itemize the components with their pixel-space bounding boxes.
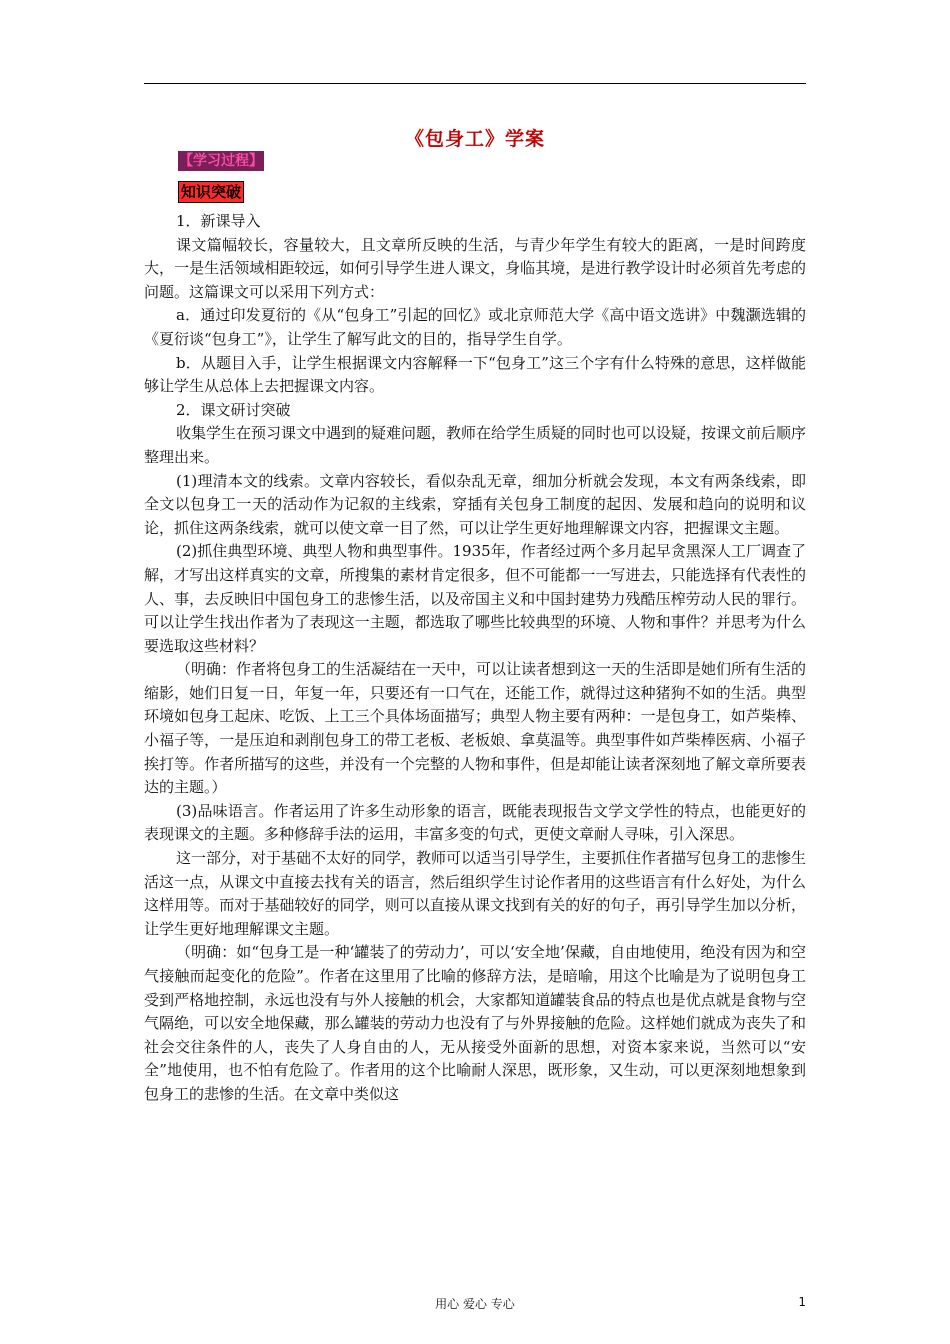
paragraph: 这一部分，对于基础不太好的同学，教师可以适当引导学生，主要抓住作者描写包身工的悲惨生活这一点，从课文中直接去找有关的语言，然后组织学生讨论作者用的这些语言有什么好处，为什么这样用等。而对于基础较好的同学，则可以直接从课文找到有关的好的句子，再引导学生加以分析，让学生更好地理解课文主题。 xyxy=(144,849,807,938)
paragraph: （明确：如“包身工是一种‘罐装了的劳动力’，可以‘安全地’保藏，自由地使用，绝没有因为和空气接触而起变化的危险”。作者在这里用了比喻的修辞方法，是暗喻，用这个比喻是为了说明包身工受到严格地控制，永远也没有与外人接触的机会，大家都知道罐装食品的特点也是优点就是食物与空气隔绝，可以安全地保藏，那么罐装的劳动力也没有了与外界接触的危险。这样她们就成为丧失了和社会交往条件的人，丧失了人身自由的人，无从接受外面新的思想，对资本家来说，当然可以“安全”地使用，也不怕有危险了。作者用的这个比喻耐人深思，既形象，又生动，可以更深刻地想象到包身工的悲惨的生活。在文章中类似这 xyxy=(144,943,806,1103)
paragraph: （明确：作者将包身工的生活凝结在一天中，可以让读者想到这一天的生活即是她们所有生活的缩影，她们日复一日，年复一年，只要还有一口气在，还能工作，就得过这种猪狗不如的生活。典型环境如包身工起床、吃饭、上工三个具体场面描写；典型人物主要有两种：一是包身工，如芦柴棒、小福子等，一是压迫和剥削包身工的带工老板、老板娘、拿莫温等。典型事件如芦柴棒医病、小福子挨打等。作者所描写的这些，并没有一个完整的人物和事件，但是却能让读者深刻地了解文章所要表达的主题。） xyxy=(144,660,807,797)
heading-new-lesson: 1．新课导入 xyxy=(176,212,261,230)
section-tag-learning-process: 【学习过程】 xyxy=(179,153,263,169)
paragraph: 课文篇幅较长，容量较大，且文章所反映的生活，与青少年学生有较大的距离，一是时间跨度大，一是生活领域相距较远，如何引导学生进人课文，身临其境，是进行教学设计时必须首先考虑的问题。这篇课文可以采用下列方式： xyxy=(144,235,806,301)
paragraph: a．通过印发夏衍的《从“包身工”引起的回忆》或北京师范大学《高中语文选讲》中魏灏选辑的《夏衍谈“包身工”》，让学生了解写此文的目的，指导学生自学。 xyxy=(144,306,806,348)
section-tag-knowledge-breakthrough: 知识突破 xyxy=(178,181,244,203)
paragraph: (2)抓住典型环境、典型人物和典型事件。1935年，作者经过两个多月起早贪黑深人工厂调查了解，才写出这样真实的文章，所搜集的素材肯定很多，但不可能都一一写进去，只能选择有代表性的人、事，去反映旧中国包身工的悲惨生活，以及帝国主义和中国封建势力残酷压榨劳动人民的罪行。可以让学生找出作者为了表现这一主题，都选取了哪些比较典型的环境、人物和事件？并思考为什么要选取这些材料？ xyxy=(144,542,806,655)
paragraph: (1)理清本文的线索。文章内容较长，看似杂乱无章，细加分析就会发现，本文有两条线索，即全文以包身工一天的活动作为记叙的主线索，穿插有关包身工制度的起因、发展和趋向的说明和议论，抓住这两条线索，就可以使文章一目了然，可以让学生更好地理解课文内容，把握课文主题。 xyxy=(144,471,806,537)
header-rule xyxy=(144,83,806,84)
paragraph: b．从题目入手，让学生根据课文内容解释一下“包身工”这三个字有什么特殊的意思，这样做能够让学生从总体上去把握课文内容。 xyxy=(144,353,806,396)
paragraph: (3)品味语言。作者运用了许多生动形象的语言，既能表现报告文学文学性的特点，也能更好的表现课文的主题。多种修辞手法的运用，丰富多变的句式，更使文章耐人寻味，引入深思。 xyxy=(144,801,806,844)
page-number: 1 xyxy=(798,1295,806,1309)
document-title: 《包身工》学案 xyxy=(404,128,545,150)
footer-motto: 用心 爱心 专心 xyxy=(435,1297,515,1311)
document-body xyxy=(144,210,806,1107)
heading-text-study: 2．课文研讨突破 xyxy=(176,400,291,419)
paragraph: 收集学生在预习课文中遇到的疑难问题，教师在给学生质疑的同时也可以设疑，按课文前后顺序整理出来。 xyxy=(144,424,807,466)
page-footer xyxy=(144,1295,806,1315)
